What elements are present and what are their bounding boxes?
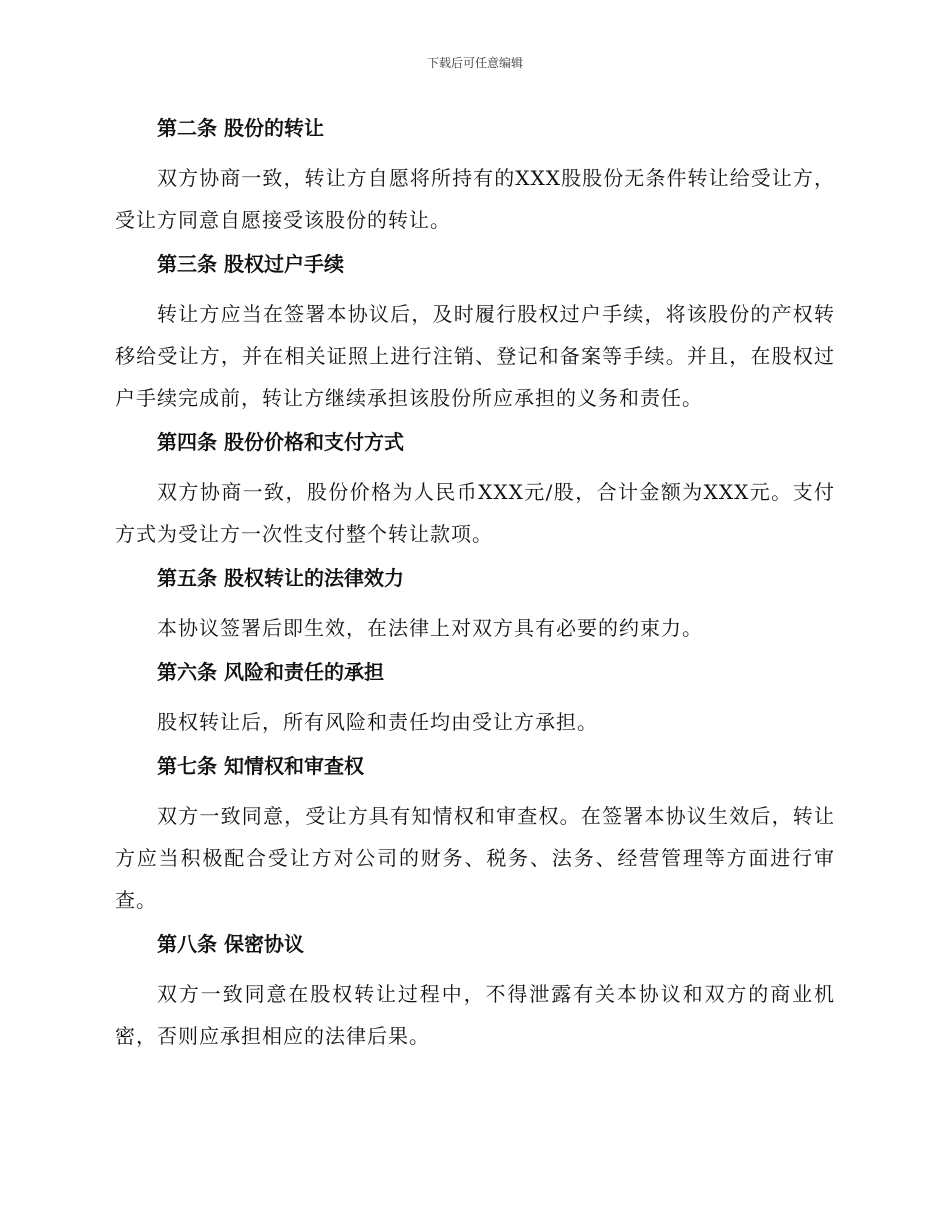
section-heading-8: 第八条 保密协议 (157, 932, 304, 956)
section-heading-7: 第七条 知情权和审查权 (157, 754, 364, 778)
section-paragraph-7: 双方一致同意，受让方具有知情权和审查权。在签署本协议生效后，转让方应当积极配合受让方对公司的财务、税务、法务、经营管理等方面进行审查。 (115, 804, 835, 912)
section-heading-4: 第四条 股份价格和支付方式 (157, 430, 404, 454)
section-heading-6: 第六条 风险和责任的承担 (157, 660, 384, 684)
page-header: 下载后可任意编辑 (426, 56, 523, 70)
section-paragraph-6: 股权转让后，所有风险和责任均由受让方承担。 (157, 710, 598, 734)
section-paragraph-8: 双方一致同意在股权转让过程中，不得泄露有关本协议和双方的商业机密，否则应承担相应的法律后果。 (115, 982, 835, 1048)
section-paragraph-4: 双方协商一致，股份价格为人民币XXX元/股，合计金额为XXX元。支付方式为受让方一次性支付整个转让款项。 (115, 480, 835, 546)
document-body (115, 106, 835, 1065)
section-paragraph-3: 转让方应当在签署本协议后，及时履行股权过户手续，将该股份的产权转移给受让方，并在相关证照上进行注销、登记和备案等手续。并且，在股权过户手续完成前，转让方继续承担该股份所应承担的义务和责任。 (115, 302, 835, 410)
section-heading-3: 第三条 股权过户手续 (157, 252, 344, 276)
section-paragraph-2: 双方协商一致，转让方自愿将所持有的XXX股股份无条件转让给受让方，受让方同意自愿接受该股份的转让。 (115, 166, 835, 232)
section-heading-5: 第五条 股权转让的法律效力 (157, 566, 404, 590)
section-heading-2: 第二条 股份的转让 (157, 116, 324, 140)
section-paragraph-5: 本协议签署后即生效，在法律上对双方具有必要的约束力。 (157, 616, 703, 640)
